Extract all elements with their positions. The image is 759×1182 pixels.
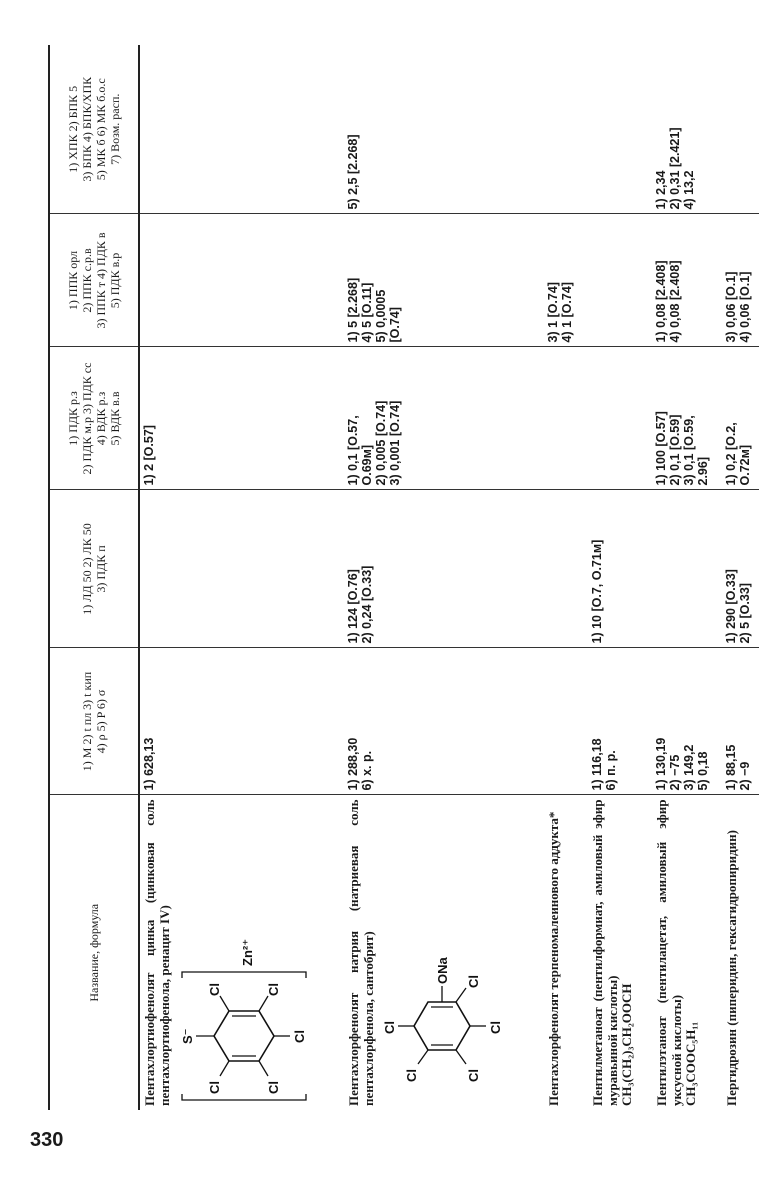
air-limits-cell <box>588 347 652 490</box>
oxygen-demand-cell <box>544 45 588 214</box>
toxicity-cell: 1) 10 [О.7, О.71м] <box>588 490 652 648</box>
oxygen-demand-cell: 5) 2,5 [2.268] <box>344 45 544 214</box>
water-limits-cell: 3) 0,06 [О.1] 4) 0,06 [О.1] <box>722 214 759 347</box>
substance-formula: CH₃COOC₅H₁₁ <box>683 1021 698 1106</box>
rotated-table-container <box>48 45 752 1110</box>
zinc-thiophenolate-structure <box>174 806 319 1106</box>
svg-text:Zn²⁺: Zn²⁺ <box>240 938 255 966</box>
table-row <box>722 45 759 1110</box>
table-row <box>652 45 722 1110</box>
properties-cell: 1) 88,15 2) −9 <box>722 648 759 795</box>
substance-name: Пентахлорфенолят терпеномалеинового аддукта* <box>546 811 561 1106</box>
air-limits-cell <box>544 347 588 490</box>
header-name: Название, формула <box>49 795 139 1110</box>
svg-text:Cl: Cl <box>466 975 481 988</box>
water-limits-cell <box>139 214 344 347</box>
substance-name-cell <box>652 795 722 1110</box>
air-limits-cell: 1) 2 [О.57] <box>139 347 344 490</box>
svg-text:Cl: Cl <box>292 1030 307 1043</box>
properties-cell: 1) 130,19 2) −75 3) 149,2 5) 0,18 <box>652 648 722 795</box>
substance-name: Пергидрозин (пиперидин, гексагидропиридин) <box>724 830 739 1106</box>
properties-cell: 1) 116,18 6) п. р. <box>588 648 652 795</box>
substance-name: Пентахлорфенолят натрия (натриевая соль пентахлорфенола, сантобрит) <box>346 799 376 1106</box>
toxicity-cell: 1) 290 [О.33] 2) 5 [О.33] <box>722 490 759 648</box>
svg-text:Cl: Cl <box>207 983 222 996</box>
substance-name-cell <box>344 795 544 1110</box>
water-limits-cell: 1) 5 [2.268] 4) 5 [О.11] 5) 0,0005 [О.74] <box>344 214 544 347</box>
toxicity-cell <box>139 490 344 648</box>
header-water-limits: 1) ППК орл 2) ППК с.р.в 3) ППК т 4) ПДК в 5) ПДК в.р <box>49 214 139 347</box>
oxygen-demand-cell <box>588 45 652 214</box>
svg-text:S⁻: S⁻ <box>180 1028 195 1044</box>
substance-name-cell <box>139 795 344 1110</box>
water-limits-cell: 3) 1 [О.74] 4) 1 [О.74] <box>544 214 588 347</box>
svg-text:Cl: Cl <box>382 1021 397 1034</box>
air-limits-cell: 1) 100 [О.57] 2) 0,1 [О.59] 3) 0,1 [О.59, 2.96] <box>652 347 722 490</box>
water-limits-cell <box>588 214 652 347</box>
toxicity-cell <box>652 490 722 648</box>
svg-text:Cl: Cl <box>207 1081 222 1094</box>
header-oxygen-demand: 1) ХПК 2) БПК 5 3) БПК 4) БПК/ХПК 5) МК б 6) МК б.о.с 7) Возм. расп. <box>49 45 139 214</box>
air-limits-cell: 1) 0,2 [О.2, О.72м] <box>722 347 759 490</box>
oxygen-demand-cell <box>722 45 759 214</box>
header-toxicity: 1) ЛД 50 2) ЛК 50 3) ПДК п <box>49 490 139 648</box>
properties-cell <box>544 648 588 795</box>
substance-table <box>48 45 759 1110</box>
svg-text:Cl: Cl <box>266 1081 281 1094</box>
table-row <box>139 45 344 1110</box>
svg-text:Cl: Cl <box>466 1069 481 1082</box>
oxygen-demand-cell: 1) 2,34 2) 0,31 [2.421] 4) 13,2 <box>652 45 722 214</box>
substance-name: Пентилэтаноат (пентилацетат, амиловый эфир уксусной кислоты) <box>654 799 684 1106</box>
substance-name-cell <box>722 795 759 1110</box>
properties-cell: 1) 628,13 <box>139 648 344 795</box>
table-row <box>588 45 652 1110</box>
svg-text:Cl: Cl <box>488 1021 503 1034</box>
table-row <box>544 45 588 1110</box>
water-limits-cell: 1) 0,08 [2.408] 4) 0,08 [2.408] <box>652 214 722 347</box>
header-air-limits: 1) ПДК р.з 2) ПДК м.р 3) ПДК сс 4) ВДК р.з 5) ВДК в.в <box>49 347 139 490</box>
substance-name: Пентахлортиофенолят цинка (цинковая соль пентахлортиофенола, ренацит IV) <box>142 799 172 1106</box>
svg-text:ONa: ONa <box>435 957 450 984</box>
header-row <box>49 45 139 1110</box>
properties-cell: 1) 288,30 6) х. р. <box>344 648 544 795</box>
substance-name-cell <box>588 795 652 1110</box>
page-number: 330 <box>30 1129 64 1151</box>
oxygen-demand-cell <box>139 45 344 214</box>
toxicity-cell <box>544 490 588 648</box>
substance-formula: CH₃(CH₂)₃CH₂OOCH <box>619 983 634 1106</box>
toxicity-cell: 1) 124 [О.76] 2) 0,24 [О.33] <box>344 490 544 648</box>
table-row <box>344 45 544 1110</box>
air-limits-cell: 1) 0,1 [О.57, О.69м] 2) 0,005 [О.74] 3) 0,001 [О.74] <box>344 347 544 490</box>
substance-name-cell <box>544 795 588 1110</box>
sodium-phenolate-structure <box>378 806 508 1106</box>
substance-name: Пентилметаноат (пентилформиат, амиловый эфир муравьиной кислоты) <box>590 799 620 1106</box>
svg-text:Cl: Cl <box>404 1069 419 1082</box>
header-props: 1) M 2) t пл 3) t кип 4) ρ 5) P 6) σ <box>49 648 139 795</box>
svg-text:Cl: Cl <box>266 983 281 996</box>
